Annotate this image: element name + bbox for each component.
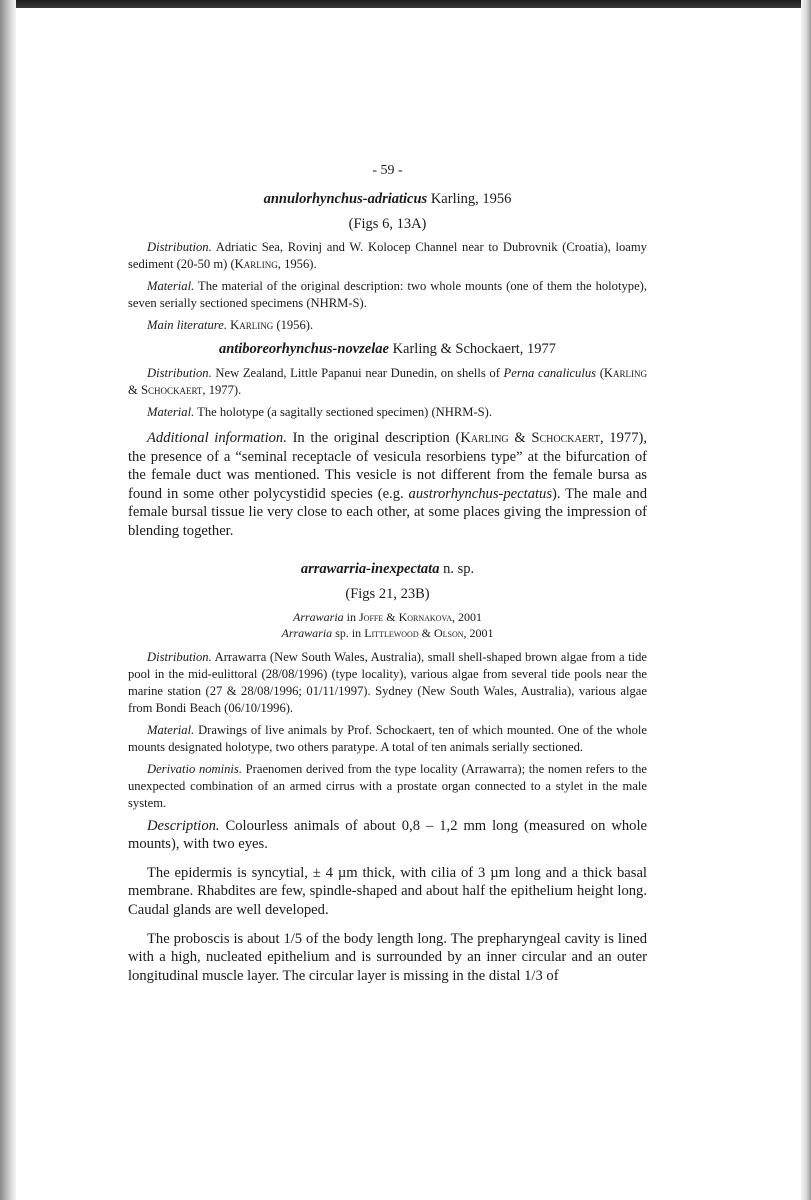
literature-label: Main literature.	[147, 318, 227, 332]
species-title: arrawarria-inexpectata	[300, 560, 440, 577]
additional-label: Additional information.	[147, 430, 287, 446]
species-author: n. sp.	[443, 560, 475, 577]
section-heading-antiboreorhynchus	[128, 339, 647, 359]
material-paragraph: Material. Drawings of live animals by Prof. Schockaert, ten of which mounted. One of the whole mounts designated holotype, two others paratype. A total of ten animals serially sectioned.	[128, 722, 647, 754]
section-heading-arrawarria	[128, 559, 647, 579]
derivatio-paragraph: Derivatio nominis. Praenomen derived from the type locality (Arrawarra); the nomen refers to the unexpected combination of an armed cirrus with a prostate organ connected to a stylet in the male system.	[128, 761, 647, 810]
figure-reference: (Figs 21, 23B)	[345, 585, 430, 602]
material-label: Material.	[147, 279, 195, 293]
species-author: Karling & Schockaert, 1977	[392, 341, 557, 357]
derivatio-label: Derivatio nominis.	[147, 761, 242, 776]
proboscis-paragraph: The proboscis is about 1/5 of the body length long. The prepharyngeal cavity is lined with a high, nucleated epithelium and is surrounded by an inner circular and an outer longitudinal muscle layer. The circular layer is missing in the distal 1/3 of	[128, 930, 647, 984]
figure-reference: (Figs 6, 13A)	[348, 216, 427, 232]
scan-right-edge	[801, 0, 811, 1200]
material-label: Material.	[147, 405, 195, 419]
species-title: antiboreorhynchus-novzelae	[218, 341, 389, 357]
material-paragraph: Material. The material of the original description: two whole mounts (one of them the holotype), seven serially sectioned specimens (NHRM-S).	[128, 279, 648, 310]
section-heading-annulorhynchus	[128, 189, 647, 209]
scan-top-edge	[0, 0, 811, 8]
page-number: - 59 -	[372, 163, 403, 178]
synonym-line: Arrawaria sp. in Littlewood & Olson, 2001	[281, 625, 494, 640]
synonym-line: Arrawaria in Joffe & Kornakova, 2001	[292, 609, 482, 624]
description-label: Description.	[147, 817, 220, 834]
distribution-label: Distribution.	[147, 649, 212, 664]
distribution-paragraph: Distribution. Arrawarra (New South Wales, Australia), small shell-shaped brown algae from a tide pool in the mid-eulittoral (28/08/1996) (type locality), various algae from several tide pools near the marine station (27 & 28/08/1996; 01/11/1997). Sydney (New South Wales, Australia), various algae from Bondi Beach (06/10/1996).	[128, 649, 647, 715]
literature-paragraph: Main literature. Karling (1956).	[147, 318, 314, 332]
distribution-paragraph: Distribution. New Zealand, Little Papanui near Dunedin, on shells of Perna canaliculus (Karling & Schockaert, 1977).	[128, 366, 647, 397]
distribution-label: Distribution.	[147, 366, 212, 380]
material-paragraph: Material. The holotype (a sagitally sectioned specimen) (NHRM-S).	[147, 405, 492, 419]
page-content	[128, 163, 647, 991]
distribution-label: Distribution.	[147, 240, 212, 254]
material-label: Material.	[147, 722, 195, 737]
additional-information-paragraph: Additional information. In the original description (Karling & Schockaert, 1977), the presence of a “seminal receptacle of vesicula resorbiens type” at the bifurcation of the female duct was mentioned. This vesicle is not different from the female bursa as found in some other polycystidid species (e.g. austrorhynchus-pectatus). The male and female bursal tissue lie very close to each other, at some places giving the impression of blending together.	[128, 430, 648, 539]
distribution-paragraph: Distribution. Adriatic Sea, Rovinj and W. Kolocep Channel near to Dubrovnik (Croatia), loamy sediment (20-50 m) (Karling, 1956).	[128, 240, 647, 271]
species-title: annulorhynchus-adriaticus	[263, 191, 428, 207]
scan-left-edge	[0, 0, 16, 1200]
species-author: Karling, 1956	[430, 191, 512, 207]
epidermis-paragraph: The epidermis is syncytial, ± 4 µm thick, with cilia of 3 µm long and a thick basal membrane. Rhabdites are few, spindle-shaped and about half the epithelium height long. Caudal glands are well developed.	[128, 864, 647, 918]
description-paragraph: Description. Colourless animals of about 0,8 – 1,2 mm long (measured on whole mounts), with two eyes.	[128, 817, 647, 853]
